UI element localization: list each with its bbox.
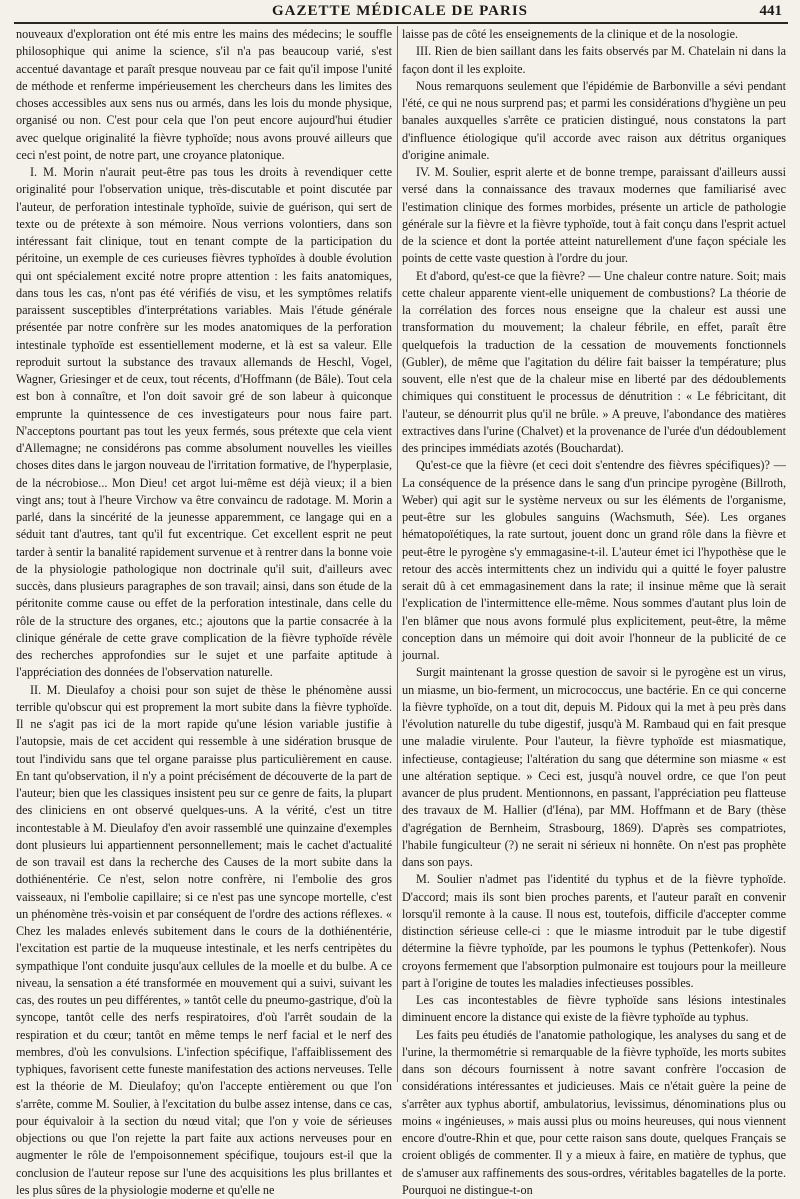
page-header [0,0,800,22]
paragraph: II. M. Dieulafoy a choisi pour son sujet de thèse le phénomène aussi terrible qu'obscur qui est proprement la mort subite dans la fièvre typhoïde. Il ne s'agit pas ici de la mort rapide qu'une lésion variable justifie à l'autopsie, mais de cet accident qui ressemble à une sidération brusque de tout l'individu sans que tel organe paraisse plus particulièrement en cause. En tant qu'observation, il n'y a point précisément de découverte de la part de l'auteur; bien que les classiques insistent peu sur ce genre de faits, la plupart des cliniciens en ont observé quelques-uns. A la vérité, c'est un titre incontestable à M. Dieulafoy d'en avoir rassemblé une quinzaine d'exemples dont plusieurs lui appartiennent personnellement; mais le cachet d'actualité de son travail est dans la recherche des Causes de la mort subite dans la dothiénentérie. Ce n'est, selon notre confrère, ni l'embolie des gros vaisseaux, ni l'embolie capillaire; si ce n'est pas une syncope mortelle, c'est un phénomène très-voisin et par conséquent de l'ordre des actions réflexes. « Chez les malades enlevés subitement dans le cours de la dothiénentérie, l'excitation est partie de la muqueuse intestinale, et les nerfs centripètes du sympathique l'ont conduite jusqu'aux cellules de la moelle et du bulbe. A ce niveau, la sensation a été transformée en mouvement qui a suivi, suivant les cas, des routes un peu différentes, » tantôt celle du pneumo-gastrique, d'où la syncope, tantôt celle des nerfs respiratoires, d'où l'arrêt soudain de la respiration et du cœur; tantôt en même temps le nerf facial et le nerf des membres, d'où les convulsions. L'infection spécifique, l'affaiblissement des typhiques, favorisent cette funeste manifestation des actions nerveuses. Telle est la théorie de M. Dieulafoy; qu'on l'accepte entièrement ou que l'on s'arrête, comme M. Soulier, à l'excitation du bulbe assez intense, dans ce cas, pour équivaloir à la section du nœud vital; que l'on y voie de sérieuses objections ou que l'on rejette la part faite aux actions nerveuses pour en augmenter le rôle de l'empoisonnement spécifique, toujours est-il que la conclusion de l'auteur repose sur l'une des acquisitions les plus brillantes et les plus sûres de la physiologie moderne et qu'elle ne [16,682,392,1199]
paragraph: Les faits peu étudiés de l'anatomie pathologique, les analyses du sang et de l'urine, la thermométrie si remarquable de la fièvre typhoïde, les morts subites dans son décours fournissent à notre savant confrère l'occasion de considérations intéressantes et judicieuses. Mais ce n'était guère la peine de s'arrêter aux typhus abortif, ambulatorius, levissimus, dénominations plus ou moins « ingénieuses, » mais aussi plus ou moins heureuses, qui nous viennent encore d'outre-Rhin et que, pour cette raison sans doute, quelques Français se croient obligés de commenter. Il y a mieux à faire, en matière de typhus, que de s'amuser aux raffinements des sous-ordres, véritables bagatelles de la porte. Pourquoi ne distingue-t-on [402,1027,786,1199]
left-column [16,26,392,1082]
right-column [402,26,786,1082]
paragraph: Les cas incontestables de fièvre typhoïde sans lésions intestinales diminuent encore la distance qui existe de la fièvre typhoïde au typhus. [402,992,786,1027]
paragraph: IV. M. Soulier, esprit alerte et de bonne trempe, paraissant d'ailleurs aussi versé dans la connaissance des travaux modernes que familiarisé avec l'estimation clinique des formes morbides, présente un article de pathologie générale sur la fièvre et la fièvre typhoïde, tout à fait conçu dans l'esprit actuel de la science et dont la portée atteint naturellement d'une façon spéciale les points de cette vaste question à l'ordre du jour. [402,164,786,268]
paragraph: laisse pas de côté les enseignements de la clinique et de la nosologie. [402,26,786,43]
paragraph: Qu'est-ce que la fièvre (et ceci doit s'entendre des fièvres spécifiques)? — La conséquence de la présence dans le sang d'un principe pyrogène (Billroth, Weber) qui agit sur le système nerveux ou sur les éléments de l'organisme, peut-être sur les globules sanguins (Wachsmuth, Sée). Les organes hématopoïétiques, la rate surtout, jouent donc un grand rôle dans la fièvre et peut-être le pyrogène s'y emmagasine-t-il. L'auteur émet ici l'hypothèse que le retour des accès intermittents chez un individu qui a quitté le foyer palustre serait dû à cet emmagasinement dans la rate; il insinue même que là serait l'explication de l'intermittence elle-même. Nous sommes d'autant plus loin de l'en blâmer que nous avons formulé plus explicitement, peut-être, la même conception dans un mémoire qui doit avoir l'honneur de la publicité de ce journal. [402,457,786,664]
paragraph: M. Soulier n'admet pas l'identité du typhus et de la fièvre typhoïde. D'accord; mais ils sont bien proches parents, et l'auteur paraît en convenir lorsqu'il remonte à la cause. Il nous est, toutefois, difficile d'accepter comme distinction sérieuse celle-ci : que le miasme introduit par le tube digestif détermine la fièvre typhoïde, par les poumons le typhus (Pettenkofer). Nous croyons fermement que l'absorption pulmonaire est toujours pour la meilleure part à l'origine de toutes les maladies infectieuses possibles. [402,871,786,992]
header-rule [14,22,788,24]
column-divider [397,26,398,1082]
paragraph: III. Rien de bien saillant dans les faits observés par M. Chatelain ni dans la façon dont il les exploite. [402,43,786,78]
paragraph: I. M. Morin n'aurait peut-être pas tous les droits à revendiquer cette originalité pour l'observation unique, très-discutable et point discutée par l'auteur, de perforation intestinale typhoïde, suivie de guérison, qui sert de texte ou de prétexte à son mémoire. Nous verrions volontiers, dans son intéressant fait clinique, tout en tenant compte de la participation du péritoine, un exemple de ces curieuses fièvres typhoïdes à double évolution qui ont spécialement excité notre propre attention : les faits anatomiques, dans tous les cas, n'ont pas été vérifiés de visu, et les symptômes relatifs paraissent susceptibles d'interprétations variables. Mais l'étude générale présentée par notre confrère sur les modes anatomiques de la perforation intestinale typhoïde est essentiellement moderne, et là est sa valeur. Elle reproduit surtout la substance des travaux allemands de Heschl, Vogel, Wagner, Griesinger et de ceux, tout récents, d'Hoffmann (de Bâle). Tout cela est bon à connaître, et l'on doit savoir gré de son labeur à quiconque emprunte la quintessence de ces investigateurs pour nous faire part. N'acceptons pourtant pas tout les yeux fermés, sous prétexte que cela vient d'Allemagne; ne considérons pas comme absolument nouvelles les vieilles choses dites dans le jargon nouveau de l'irritation formative, de l'hyperplasie, de la nécrobiose... Mon Dieu! cet argot lui-même est déjà vieux; il a bien vingt ans; tout à l'heure Virchow va être convaincu de radotage. M. Morin a parlé, dans la sincérité de la jeunesse apparemment, ce langage qui en a séduit tant d'autres, tant qu'il fut excentrique. Cet excellent esprit ne peut tarder à sentir la banalité rapidement survenue et à rentrer dans la bonne voie de la physiologie pathologique non doctrinale qu'il suit, d'ailleurs avec succès, dans plusieurs paragraphes de son travail; ainsi, dans son étude de la péritonite comme cause ou effet de la perforation intestinale, dans celle du rôle de la structure des organes, etc.; ajoutons que la partie consacrée à la clinique générale de cette grave complication de la fièvre typhoïde révèle des recherches approfondies sur le sujet et une parfaite aptitude à l'appréciation des données de l'observation naturelle. [16,164,392,682]
paragraph: nouveaux d'exploration ont été mis entre les mains des médecins; le souffle philosophique qui anime la science, s'il n'a pas beaucoup varié, s'est accentué davantage et paraît presque nouveau par ce fait qu'il impose l'unité de méthode et renferme impérieusement les chercheurs dans les limites des choses accessibles aux sens nus ou armés, dans les lois du monde physique, organisé ou non. C'est pour cela que l'on peut encore aujourd'hui étudier avec quelque originalité la fièvre typhoïde; nous avons prouvé ailleurs que ceci n'est point, de notre part, une croyance platonique. [16,26,392,164]
paragraph: Surgit maintenant la grosse question de savoir si le pyrogène est un virus, un miasme, un bio-ferment, un micrococcus, une bactérie. En ce qui concerne la fièvre typhoïde, on a tout dit, depuis M. Pidoux qui la met à peu près dans l'évolution naturelle du tube digestif, jusqu'à M. Rambaud qui en fait presque une maladie virulente. Pour l'auteur, la fièvre typhoïde est miasmatique, infectieuse, contagieuse; l'altération du sang que détermine son miasme « est une altération septique. » Ceci est, jusqu'à nouvel ordre, ce que l'on peut avancer de plus prudent. Mentionnons, en passant, l'appréciation peu flatteuse des travaux de M. Hallier (d'Iéna), par MM. Hoffmann et de Bary (thèse d'agrégation de Bernheim, Strasbourg, 1869). D'après ses compatriotes, l'habile fungiculteur (?) ne serait ni sérieux ni honnête. On n'est pas prophète dans son pays. [402,664,786,871]
journal-title: GAZETTE MÉDICALE DE PARIS [0,3,800,20]
paragraph: Et d'abord, qu'est-ce que la fièvre? — Une chaleur contre nature. Soit; mais cette chaleur apparente vient-elle uniquement de combustions? La théorie de la corrélation des forces nous enseigne que la chaleur est aussi une transformation du mouvement; la chaleur fébrile, en effet, paraît être quelquefois la traduction de la cessation de mouvements fonctionnels (Gubler), de même que l'agitation du délire fait baisser la température; plus souvent, elle n'est que de la chaleur mise en liberté par des dédoublements chimiques qui constituent le processus de dénutrition : « Le fébricitant, dit l'auteur, se dénourrit plus qu'il ne brûle. » A preuve, l'abondance des matières extractives dans l'urine (Chalvet) et la provenance de l'urée d'un dédoublement des principes immédiats azotés (Bouchardat). [402,268,786,458]
page-number: 441 [760,3,783,20]
paragraph: Nous remarquons seulement que l'épidémie de Barbonville a sévi pendant l'été, ce qui ne nous surprend pas; et parmi les considérations d'hygiène un peu banales auxquelles s'arrête ce praticien distingué, nous constatons la part d'influence étiologique qu'il accorde avec raison aux détritus organiques d'origine animale. [402,78,786,164]
